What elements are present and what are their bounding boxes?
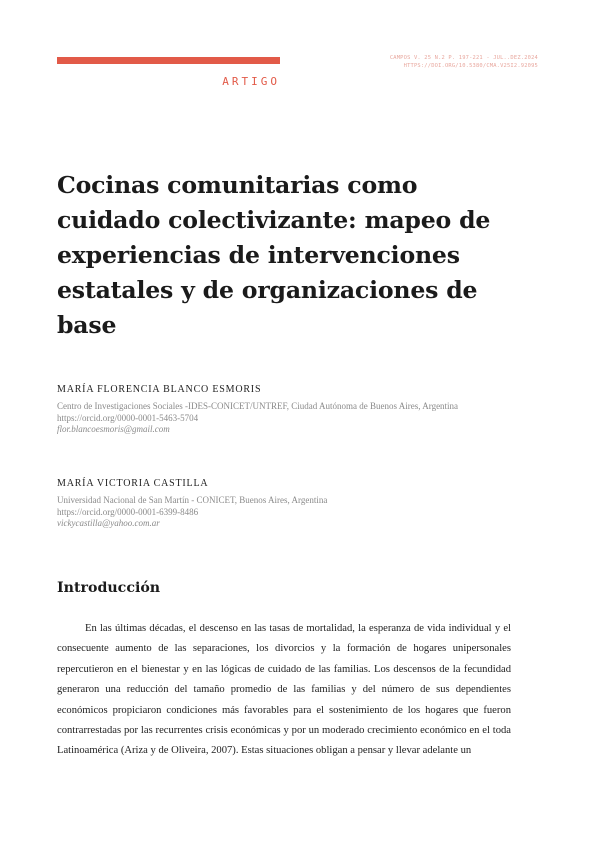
doi-link[interactable]: HTTPS://DOI.ORG/10.5380/CMA.V25I2.92095 [403,63,538,69]
header-accent-bar [57,57,280,64]
author-affiliation: Centro de Investigaciones Sociales -IDES-CONICET/UNTREF, Ciudad Autónoma de Buenos Aires, Argentina [57,401,459,411]
author-email-link[interactable]: flor.blancoesmoris@gmail.com [57,424,170,435]
article-title: Cocinas comunitarias como cuidado colectivizante: mapeo de experiencias de intervenciones estatales y de organizaciones de base [57,171,491,339]
section-heading: Introducción [57,580,161,596]
journal-citation: CAMPOS V. 25 N.2 P. 197-221 - JUL..DEZ.2024 [389,55,538,61]
section-label: ARTIGO [222,75,280,88]
author-name: MARÍA VICTORIA CASTILLA [57,478,209,489]
body-paragraph: En las últimas décadas, el descenso en las tasas de mortalidad, la esperanza de vida individual y el consecuente aumento de las separaciones, los divorcios y la formación de hogares unipersonales repercutieron en el bienestar y en las lógicas de cuidado de las familias. Los descensos de la fecundidad generaron una reducción del tamaño promedio de las familias y del número de sus dependientes económicos propiciaron condiciones más favorables para el sostenimiento de los hogares que fueron contrarrestadas por las recurrentes crisis económicas y por un moderado crecimiento económico en el toda Latinoamérica (Ariza y de Oliveira, 2007). Estas situaciones obligan a pensar y llevar adelante un [57,623,511,757]
author-email-link[interactable]: vickycastilla@yahoo.com.ar [57,518,160,529]
journal-meta [318,54,538,70]
author-orcid-link[interactable]: https://orcid.org/0000-0001-5463-5704 [57,412,199,423]
author-affiliation: Universidad Nacional de San Martín - CONICET, Buenos Aires, Argentina [57,495,328,505]
author-name: MARÍA FLORENCIA BLANCO ESMORIS [57,384,262,395]
author-orcid-link[interactable]: https://orcid.org/0000-0001-6399-8486 [57,506,199,517]
author-block-1 [57,384,527,436]
author-block-2 [57,478,527,530]
